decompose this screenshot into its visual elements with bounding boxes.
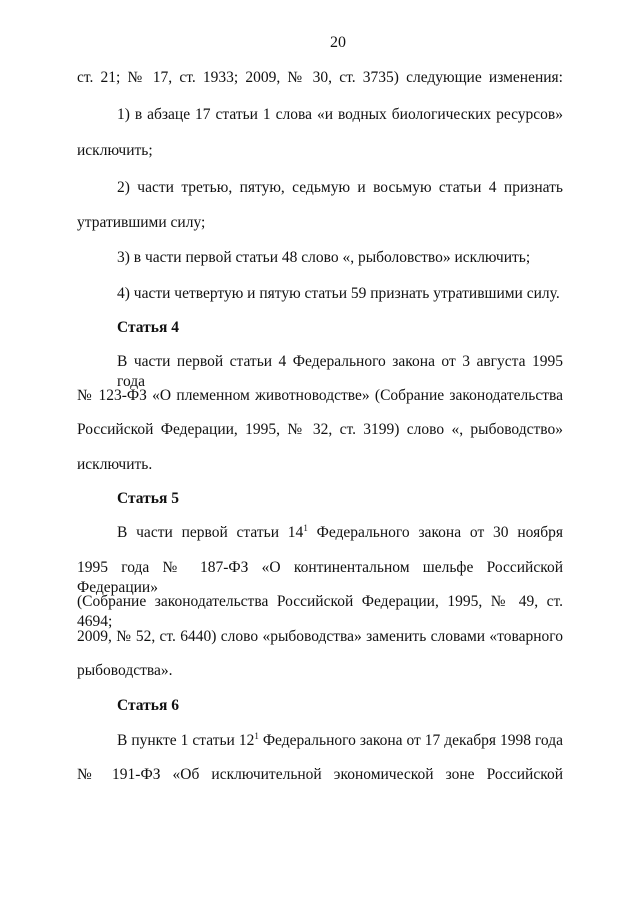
superscript: 1 [303,523,308,533]
article-6-text-pre: В пункте 1 статьи 12 [117,732,255,749]
list-item-1: 1) в абзаце 17 статьи 1 слова «и водных биологических ресурсов» [117,106,563,123]
article-5-text: 2009, № 52, ст. 6440) слово «рыбоводства» заменить словами «товарного [77,628,563,645]
article-5-text: 1995 года № 187-ФЗ «О континентальном шельфе Российской Федерации» [77,559,563,596]
list-item-2: 2) части третью, пятую, седьмую и восьмую статьи 4 признать [117,179,563,196]
article-4-text: № 123-ФЗ «О племенном животноводстве» (Собрание законодательства [77,387,563,404]
article-4-text: В части первой статьи 4 Федерального закона от 3 августа 1995 года [117,353,563,390]
list-item-3: 3) в части первой статьи 48 слово «, рыболовство» исключить; [117,249,531,266]
superscript: 1 [254,731,259,741]
article-5-text: (Собрание законодательства Российской Федерации, 1995, № 49, ст. 4694; [77,593,563,630]
article-5-text [117,523,563,543]
text-line: ст. 21; № 17, ст. 1933; 2009, № 30, ст. 3735) следующие изменения: [77,69,563,86]
text-line: исключить; [77,142,153,159]
article-6-text [117,731,563,751]
text-line: утратившими силу; [77,214,206,231]
article-6-text-post: Федерального закона от 17 декабря 1998 года [258,732,563,749]
article-5-heading: Статья 5 [117,490,179,507]
article-4-heading: Статья 4 [117,319,179,336]
list-item-4: 4) части четвертую и пятую статьи 59 признать утратившими силу. [117,285,560,302]
article-4-text: Российской Федерации, 1995, № 32, ст. 3199) слово «, рыбоводство» [77,421,563,438]
article-5-text: рыбоводства». [77,662,173,679]
article-6-heading: Статья 6 [117,697,179,714]
article-5-text-post: Федерального закона от 30 ноября [307,524,563,541]
page-number: 20 [330,34,346,51]
article-4-text: исключить. [77,456,153,473]
article-5-text-pre: В части первой статьи 14 [117,524,304,541]
article-6-text: № 191-ФЗ «Об исключительной экономической зоне Российской [77,766,563,783]
